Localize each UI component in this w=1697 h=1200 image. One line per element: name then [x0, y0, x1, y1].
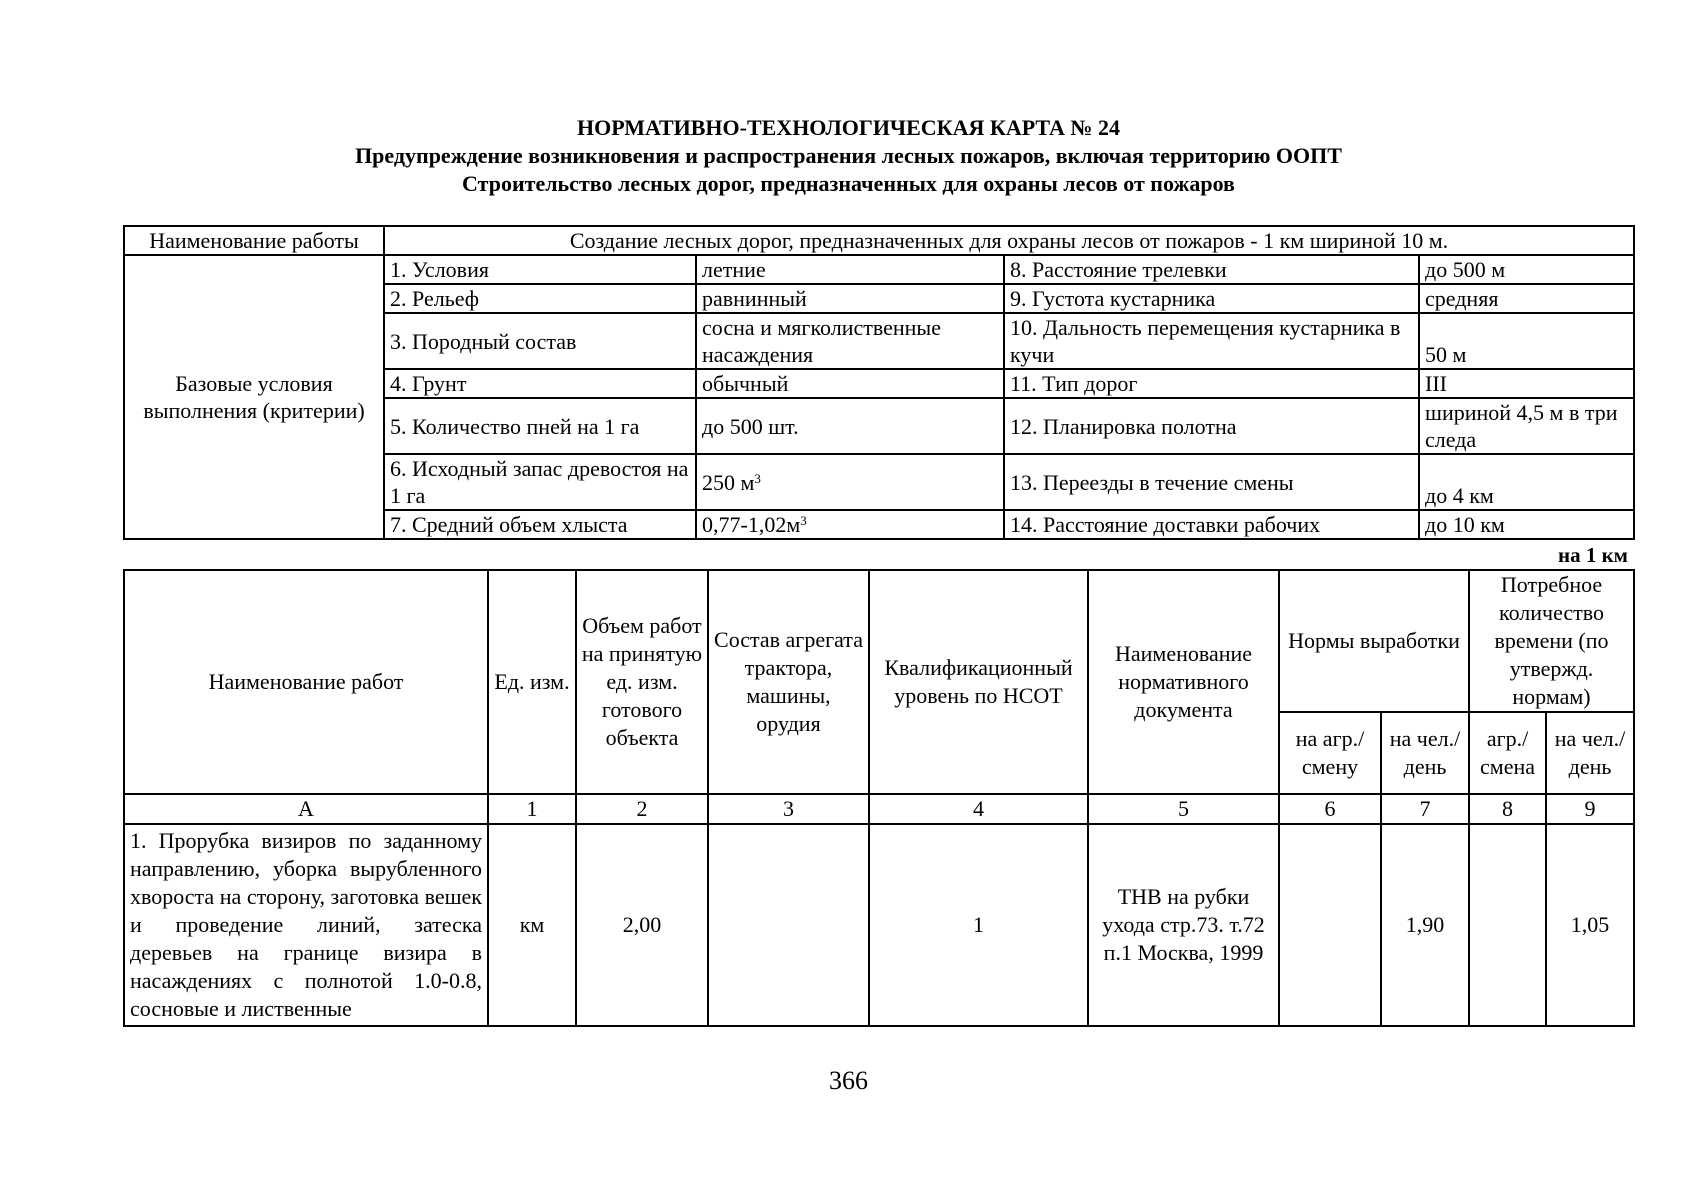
title-block — [0, 114, 1697, 198]
condition-value: до 500 м — [1419, 255, 1634, 284]
condition-value: обычный — [696, 369, 1004, 398]
condition-value: средняя — [1419, 284, 1634, 313]
header-qualification: Квалификационный уровень по НСОТ — [869, 570, 1088, 794]
title-line-1: НОРМАТИВНО-ТЕХНОЛОГИЧЕСКАЯ КАРТА № 24 — [576, 115, 1120, 140]
criteria-label: Базовые условия выполнения (критерии) — [124, 255, 384, 539]
column-numbers-row — [124, 794, 1634, 824]
condition-label: 4. Грунт — [384, 369, 696, 398]
condition-value: 50 м — [1419, 313, 1634, 369]
condition-label: 7. Средний объем хлыста — [384, 510, 696, 539]
condition-label: 8. Расстояние трелевки — [1004, 255, 1419, 284]
header-time-person: на чел./ день — [1546, 712, 1634, 794]
page-number: 366 — [829, 1066, 868, 1095]
column-number: 6 — [1279, 794, 1381, 824]
condition-value: до 500 шт. — [696, 398, 1004, 454]
table-row — [124, 824, 1634, 1026]
work-document: ТНВ на рубки ухода стр.73. т.72 п.1 Москва, 1999 — [1088, 824, 1279, 1026]
column-number: 8 — [1469, 794, 1546, 824]
condition-label: 14. Расстояние доставки рабочих — [1004, 510, 1419, 539]
column-number: 3 — [708, 794, 869, 824]
condition-label: 12. Планировка полотна — [1004, 398, 1419, 454]
header-document: Наименование нормативного документа — [1088, 570, 1279, 794]
condition-value: III — [1419, 369, 1634, 398]
column-number: 7 — [1381, 794, 1469, 824]
condition-label: 10. Дальность перемещения кустарника в кучи — [1004, 313, 1419, 369]
condition-value: шириной 4,5 м в три следа — [1419, 398, 1634, 454]
column-number: А — [124, 794, 488, 824]
column-number: 5 — [1088, 794, 1279, 824]
work-time-agr — [1469, 824, 1546, 1026]
condition-label: 5. Количество пней на 1 га — [384, 398, 696, 454]
column-number: 2 — [576, 794, 708, 824]
work-name: 1. Прорубка визиров по заданному направлению, уборка вырубленного хвороста на сторону, заготовка вешек и проведение линий, затеска деревьев на границе визира в насаждениях с полнотой 1.0-0.8, сосновые и лиственные — [124, 824, 488, 1026]
header-norm-person: на чел./ день — [1381, 712, 1469, 794]
condition-value: до 10 км — [1419, 510, 1634, 539]
condition-row — [124, 255, 1634, 284]
work-unit: км — [488, 824, 576, 1026]
superscript: 3 — [800, 513, 807, 528]
condition-value — [696, 454, 1004, 510]
work-name-label: Наименование работы — [124, 226, 384, 255]
condition-label: 13. Переезды в течение смены — [1004, 454, 1419, 510]
work-name-value: Создание лесных дорог, предназначенных для охраны лесов от пожаров - 1 км шириной 10 м. — [384, 226, 1634, 255]
condition-label: 3. Породный состав — [384, 313, 696, 369]
condition-value-text: 0,77-1,02м — [702, 512, 801, 537]
work-time-person: 1,05 — [1546, 824, 1634, 1026]
header-name: Наименование работ — [124, 570, 488, 794]
header-composition: Состав агрегата трактора, машины, орудия — [708, 570, 869, 794]
header-unit: Ед. изм. — [488, 570, 576, 794]
condition-value-text: 250 м — [702, 469, 755, 495]
header-norm-agr: на агр./ смену — [1279, 712, 1381, 794]
column-number: 4 — [869, 794, 1088, 824]
condition-value: до 4 км — [1419, 454, 1634, 510]
works-table — [123, 569, 1635, 1027]
conditions-table — [123, 225, 1635, 540]
condition-value: летние — [696, 255, 1004, 284]
condition-label: 11. Тип дорог — [1004, 369, 1419, 398]
work-qualification: 1 — [869, 824, 1088, 1026]
title-line-3: Строительство лесных дорог, предназначенных для охраны лесов от пожаров — [462, 171, 1235, 196]
work-composition — [708, 824, 869, 1026]
condition-value: сосна и мягколиственные насаждения — [696, 313, 1004, 369]
header-volume: Объем работ на принятую ед. изм. готового объекта — [576, 570, 708, 794]
header-row — [124, 570, 1634, 712]
column-number: 1 — [488, 794, 576, 824]
title-line-2: Предупреждение возникновения и распространения лесных пожаров, включая территорию ООПТ — [355, 143, 1342, 168]
condition-value — [696, 510, 1004, 539]
condition-label: 1. Условия — [384, 255, 696, 284]
condition-value: равнинный — [696, 284, 1004, 313]
header-time-agr: агр./ смена — [1469, 712, 1546, 794]
header-time: Потребное количество времени (по утвержд. нормам) — [1469, 570, 1634, 712]
unit-note: на 1 км — [1557, 543, 1628, 567]
header-norms: Нормы выработки — [1279, 570, 1469, 712]
column-number: 9 — [1546, 794, 1634, 824]
superscript: 3 — [754, 470, 761, 486]
work-norm-person: 1,90 — [1381, 824, 1469, 1026]
condition-label: 2. Рельеф — [384, 284, 696, 313]
work-name-row — [124, 226, 1634, 255]
condition-label: 9. Густота кустарника — [1004, 284, 1419, 313]
work-norm-agr — [1279, 824, 1381, 1026]
condition-label: 6. Исходный запас древостоя на 1 га — [384, 454, 696, 510]
work-volume: 2,00 — [576, 824, 708, 1026]
